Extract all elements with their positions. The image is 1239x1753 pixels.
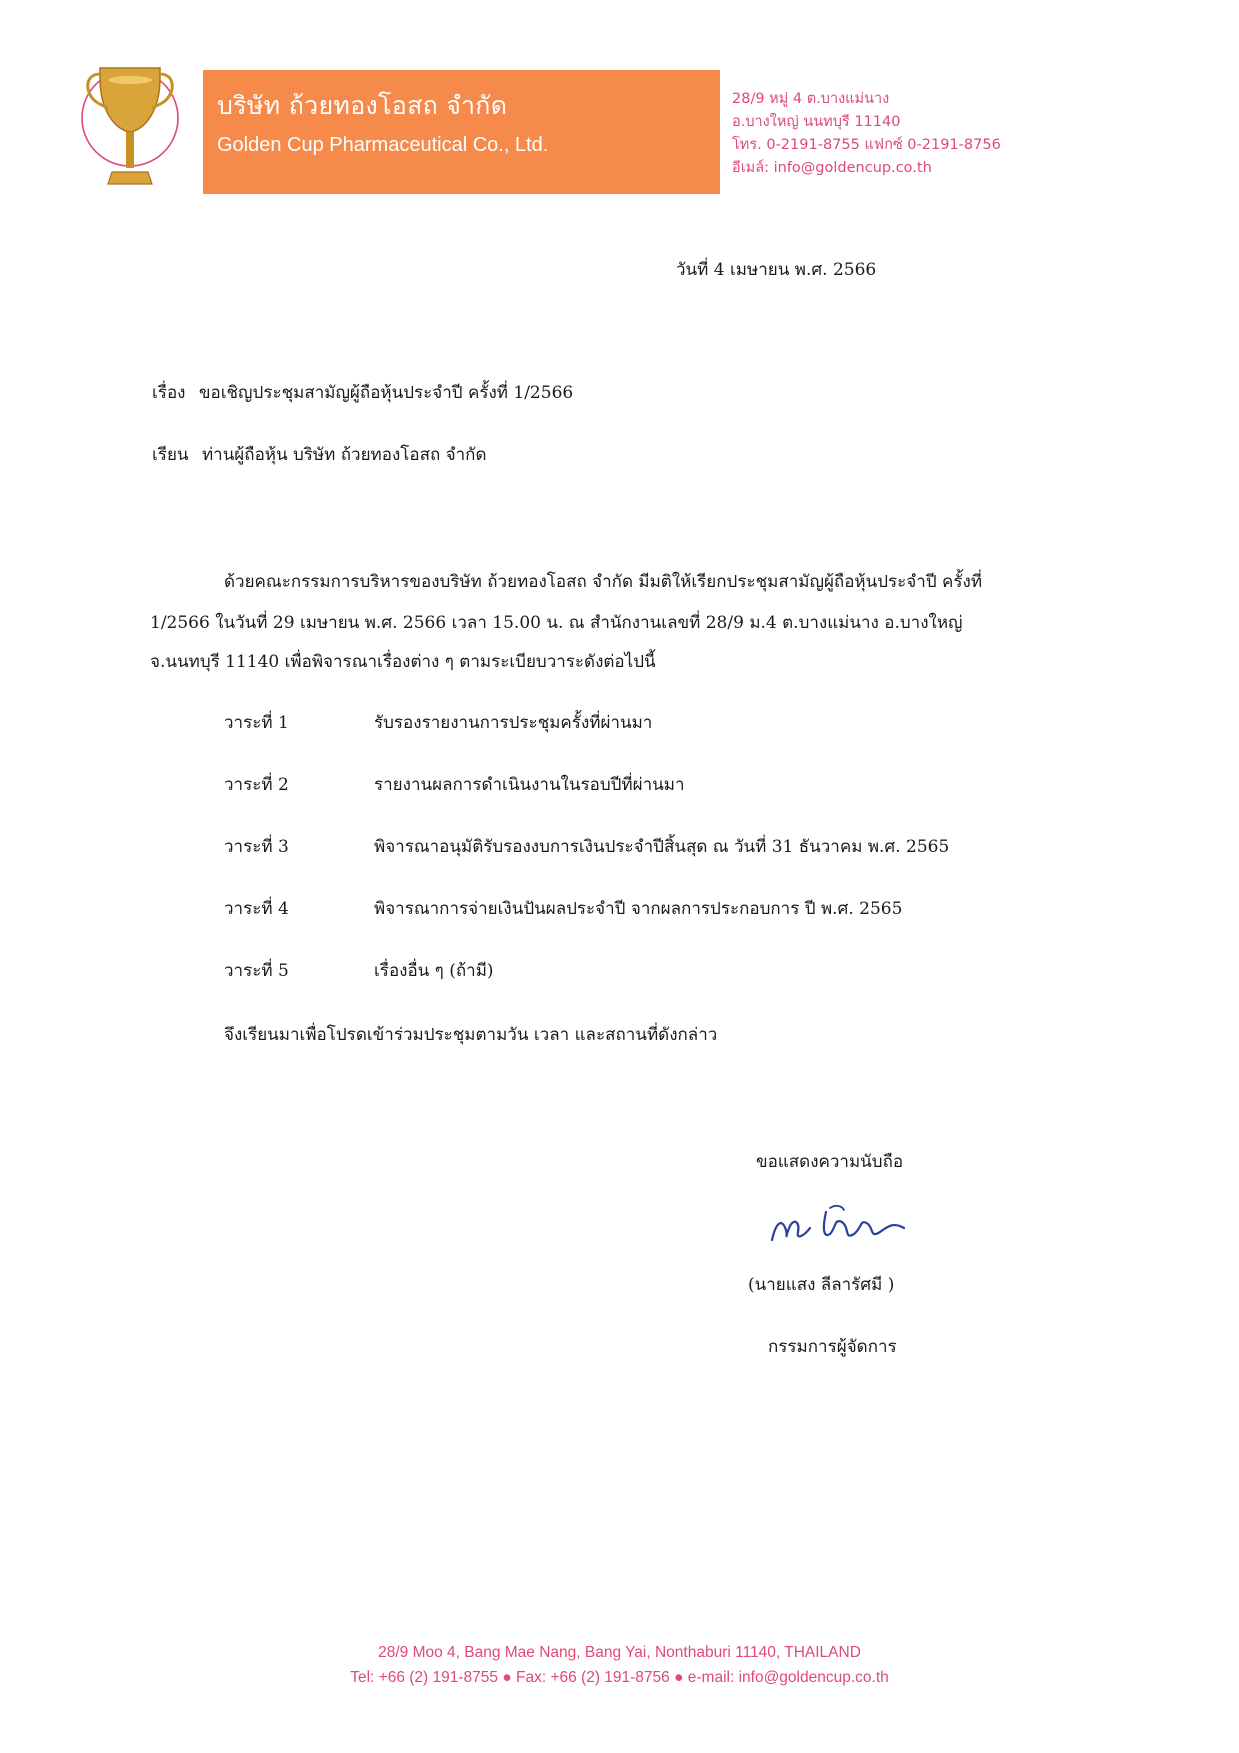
letterhead-contact — [732, 88, 1001, 180]
agenda-item: รายงานผลการดำเนินงานในรอบปีที่ผ่านมา — [374, 775, 685, 795]
sign-off: ขอแสดงความนับถือ — [756, 1152, 904, 1172]
recipient-line — [152, 445, 487, 465]
footer — [0, 1640, 1239, 1690]
signer-title: กรรมการผู้จัดการ — [768, 1337, 897, 1357]
subject-label: เรื่อง — [152, 383, 186, 403]
recipient-text: ท่านผู้ถือหุ้น บริษัท ถ้วยทองโอสถ จำกัด — [201, 445, 487, 465]
company-name-english: Golden Cup Pharmaceutical Co., Ltd. — [217, 134, 549, 156]
agenda-number: วาระที่ 5 — [224, 961, 289, 981]
agenda-item: พิจารณาอนุมัติรับรองงบการเงินประจำปีสิ้นสุด ณ วันที่ 31 ธันวาคม พ.ศ. 2565 — [374, 837, 950, 857]
closing-sentence: จึงเรียนมาเพื่อโปรดเข้าร่วมประชุมตามวัน เวลา และสถานที่ดังกล่าว — [224, 1025, 718, 1045]
signer-name: (นายแสง ลีลารัศมี ) — [748, 1275, 895, 1295]
recipient-label: เรียน — [152, 445, 189, 465]
letter-date: วันที่ 4 เมษายน พ.ศ. 2566 — [676, 260, 877, 280]
agenda-number: วาระที่ 4 — [224, 899, 289, 919]
body-line-1: ด้วยคณะกรรมการบริหารของบริษัท ถ้วยทองโอสถ จำกัด มีมติให้เรียกประชุมสามัญผู้ถือหุ้นประจำปี ครั้งที่ — [224, 572, 983, 592]
email-line: อีเมล์: info@goldencup.co.th — [732, 160, 932, 176]
agenda-item: เรื่องอื่น ๆ (ถ้ามี) — [374, 961, 494, 981]
subject-text: ขอเชิญประชุมสามัญผู้ถือหุ้นประจำปี ครั้งที่ 1/2566 — [198, 383, 574, 403]
agenda-number: วาระที่ 3 — [224, 837, 289, 857]
address-line-2: อ.บางใหญ่ นนทบุรี 11140 — [732, 114, 901, 130]
footer-contact: Tel: +66 (2) 191-8755 ● Fax: +66 (2) 191-8756 ● e-mail: info@goldencup.co.th — [350, 1669, 889, 1686]
address-line-1: 28/9 หมู่ 4 ต.บางแม่นาง — [732, 91, 890, 107]
agenda-number: วาระที่ 2 — [224, 775, 289, 795]
agenda-item: พิจารณาการจ่ายเงินปันผลประจำปี จากผลการประกอบการ ปี พ.ศ. 2565 — [374, 899, 903, 919]
agenda-item: รับรองรายงานการประชุมครั้งที่ผ่านมา — [374, 713, 653, 733]
golden-cup-logo — [78, 60, 182, 192]
handwritten-signature — [764, 1200, 914, 1250]
body-line-2: 1/2566 ในวันที่ 29 เมษายน พ.ศ. 2566 เวลา 15.00 น. ณ สำนักงานเลขที่ 28/9 ม.4 ต.บางแม่นาง อ.บางใหญ่ — [150, 613, 963, 633]
agenda-number: วาระที่ 1 — [224, 713, 289, 733]
company-banner — [203, 70, 720, 194]
phone-fax-line: โทร. 0-2191-8755 แฟกซ์ 0-2191-8756 — [732, 137, 1001, 153]
subject-line — [152, 383, 573, 403]
body-line-3: จ.นนทบุรี 11140 เพื่อพิจารณาเรื่องต่าง ๆ ตามระเบียบวาระดังต่อไปนี้ — [150, 652, 656, 672]
company-name-thai: บริษัท ถ้วยทองโอสถ จำกัด — [217, 91, 508, 120]
footer-address: 28/9 Moo 4, Bang Mae Nang, Bang Yai, Nonthaburi 11140, THAILAND — [378, 1644, 861, 1661]
